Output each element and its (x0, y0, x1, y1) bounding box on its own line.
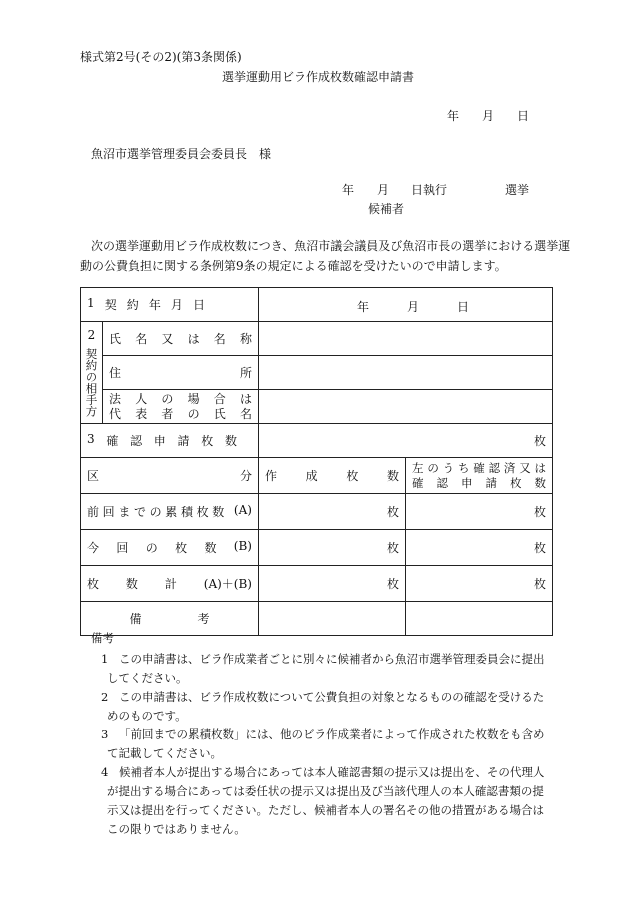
note-2: 2 この申請書は、ビラ作成枚数について公費負担の対象となるものの確認を受けるた めのものです。 (101, 690, 545, 723)
corporate-label-line1: 法 人 の 場 合 は (109, 391, 252, 406)
name-field[interactable] (259, 322, 553, 356)
row-counterparty-name (81, 322, 553, 356)
total-label: 枚 数 計 (A)＋(B) (87, 577, 252, 591)
current-created-field[interactable]: 枚 (259, 530, 406, 566)
address-field[interactable] (259, 356, 553, 390)
previous-confirmed-field[interactable]: 枚 (406, 494, 553, 530)
note-1: 1 この申請書は、ビラ作成業者ごとに別々に候補者から魚沼市選挙管理委員会に提出 してください。 (101, 652, 545, 685)
note-3: 3 「前回までの累積枚数」には、他のビラ作成業者によって作成された枚数をも含め て記載してください。 (101, 727, 545, 760)
current-confirmed-field[interactable]: 枚 (406, 530, 553, 566)
confirmed-header-line2: 確 認 申 請 枚 数 (412, 475, 546, 490)
representative-field[interactable] (259, 390, 553, 424)
remarks-field-confirmed[interactable] (406, 602, 553, 636)
row-total (81, 566, 553, 602)
request-count-label: 3 確 認 申 請 枚 数 (87, 432, 237, 448)
addressee: 魚沼市選挙管理委員会委員長 様 (91, 147, 272, 161)
row-corporate-representative (81, 390, 553, 424)
total-created-field[interactable]: 枚 (259, 566, 406, 602)
address-label: 住 所 (109, 366, 252, 380)
name-label: 氏 名 又 は 名 称 (109, 332, 252, 346)
confirmed-header-line1: 左 の う ち 確 認 済 又 は (412, 460, 546, 475)
row-current (81, 530, 553, 566)
row-previous-total (81, 494, 553, 530)
corporate-label-line2: 代 表 者 の 氏 名 (109, 406, 252, 421)
created-count-header: 作 成 枚 数 (265, 469, 399, 483)
row-counterparty-address (81, 356, 553, 390)
row-header (81, 458, 553, 494)
counterparty-label-cell: 2 契約の相手方 (81, 322, 103, 424)
remarks-label: 備 考 (129, 612, 210, 626)
request-count-field[interactable]: 枚 (259, 424, 553, 458)
notes-title: 備考 (91, 631, 114, 645)
row-request-count (81, 424, 553, 458)
kubun-header: 区 分 (87, 469, 252, 483)
current-label: 今 回 の 枚 数 (B) (87, 539, 252, 555)
contract-date-field[interactable]: 年 月 日 (259, 288, 553, 322)
row-contract-date (81, 288, 553, 322)
total-confirmed-field[interactable]: 枚 (406, 566, 553, 602)
form-number: 様式第2号(その2)(第3条関係) (80, 50, 242, 64)
previous-created-field[interactable]: 枚 (259, 494, 406, 530)
remarks-field-created[interactable] (259, 602, 406, 636)
note-4: 4 候補者本人が提出する場合にあっては本人確認書類の提示又は提出を、その代理人 が提出する場合にあっては委任状の提示又は提出及び当該代理人の本人確認書類の提 示又は提出を行ってください。ただし、候補者本人の署名その他の措置がある場合は この限りではありません。 (101, 765, 545, 836)
application-table (80, 287, 553, 636)
document-title: 選挙運動用ビラ作成枚数確認申請書 (222, 70, 415, 84)
contract-date-label: 1 契 約 年 月 日 (87, 296, 205, 312)
previous-total-label: 前 回 ま で の 累 積 枚 数 (A) (87, 503, 252, 519)
counterparty-vertical-label: 契約の相手方 (84, 348, 99, 417)
row-remarks (81, 602, 553, 636)
